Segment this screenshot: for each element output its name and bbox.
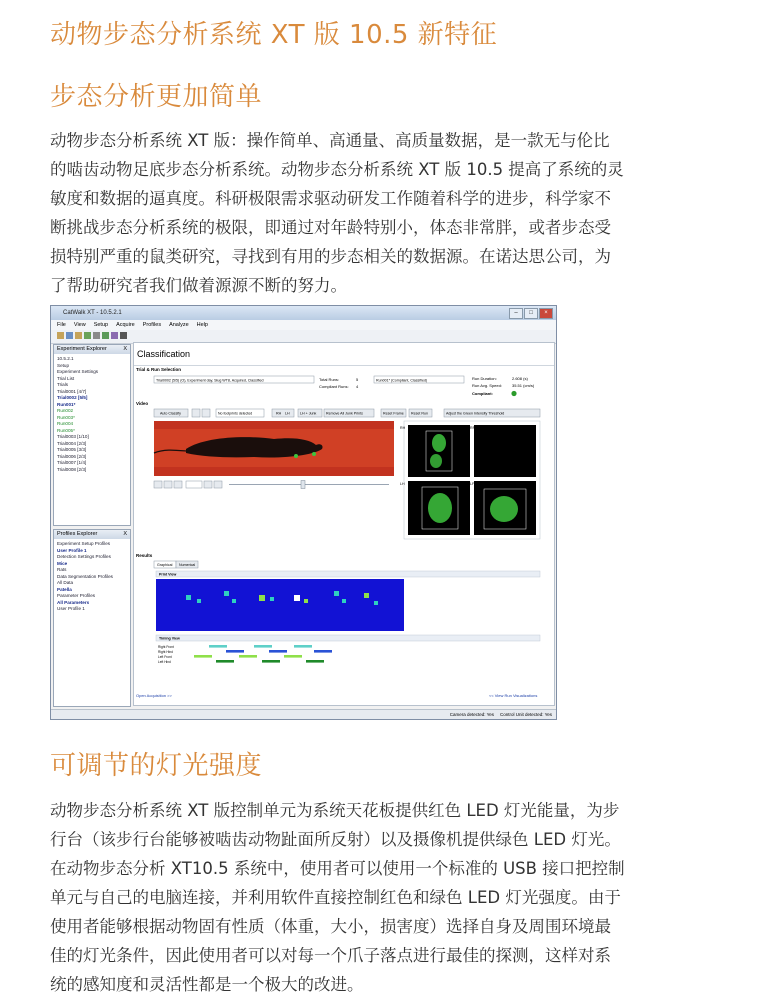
chart-icon[interactable] <box>111 332 118 339</box>
footprint-select-value: No footprints detected <box>218 411 253 416</box>
paragraph-line: 统的感知度和灵活性都是一个极大的改进。 <box>50 975 364 994</box>
menu-setup[interactable]: Setup <box>93 322 109 328</box>
trial-select-value: Trial0002 (5/5) (O), Experiment day, Slug WT8, Acquired, Classified <box>156 378 264 383</box>
tree-item[interactable]: Trial0001 [4/7] <box>57 388 87 394</box>
tree-item[interactable]: Trial List <box>57 375 75 381</box>
panel-close-icon[interactable]: X <box>123 346 127 352</box>
reset-run-label: Reset Run <box>411 411 428 416</box>
run-speed-label: Run Avg. Speed: <box>472 383 502 388</box>
tree-item[interactable]: Run003* <box>57 414 75 420</box>
tree-item[interactable]: Data Segmentation Profiles <box>57 573 113 579</box>
section-heading-light-intensity: 可调节的灯光强度 <box>50 751 263 781</box>
tree-item[interactable]: Detection Settings Profiles <box>57 554 111 559</box>
maximize-button[interactable]: □ <box>524 308 538 319</box>
tree-item[interactable]: Rats <box>57 567 67 572</box>
tab-graphical-label: Graphical <box>157 563 173 567</box>
lh-junk-label: LH + Junk <box>300 411 317 416</box>
open-acquisition-link[interactable]: Open Acquisition >> <box>136 693 172 698</box>
timing-row-label: Left Front <box>158 655 172 659</box>
print-view-header <box>156 571 540 577</box>
results-label: Results <box>136 553 153 558</box>
paragraph-line: 损特别严重的鼠类研究，寻找到有用的步态相关的数据源。在诺达思公司，为 <box>50 247 611 266</box>
tree-item[interactable]: Trial0006 [2/3] <box>57 453 87 459</box>
paw-print <box>312 452 316 456</box>
paragraph-line: 的啮齿动物足底步态分析系统。动物步态分析系统 XT 版 10.5 提高了系统的灵 <box>50 160 624 179</box>
zoom-out-icon[interactable] <box>202 409 210 417</box>
menu-acquire[interactable]: Acquire <box>116 322 135 328</box>
paragraph-line: 动物步态分析系统 XT 版控制单元为系统天花板提供红色 LED 灯光能量，为步 <box>50 801 620 820</box>
paragraph-line: 单元与自己的电脑连接，并利用软件直接控制红色和绿色 LED 灯光强度。由于 <box>50 888 621 907</box>
paw-blob <box>430 454 442 468</box>
tree-item[interactable]: Run002 <box>57 408 74 413</box>
total-runs-label: Total Runs: <box>319 377 340 382</box>
tree-item[interactable]: Setup <box>57 362 70 368</box>
timing-row-label: Left Hind <box>158 660 171 664</box>
window-title: CatWalk XT - 10.5.2.1 <box>63 310 122 316</box>
close-icon[interactable]: × <box>539 308 553 319</box>
paw-panel-rf <box>474 425 536 477</box>
tree-item[interactable]: Run001* <box>57 401 76 407</box>
profiles-explorer-header <box>54 530 130 539</box>
pause-button[interactable] <box>164 481 172 488</box>
status-bar <box>51 709 556 719</box>
tree-item[interactable]: Trials <box>57 382 69 387</box>
paragraph-line: 佳的灯光条件，因此使用者可以对每一个爪子落点进行最佳的探测，这样对系 <box>50 946 611 965</box>
minimize-button[interactable]: – <box>509 308 523 319</box>
timing-view-label: Timing View <box>159 636 180 641</box>
reset-frame-label: Reset Frame <box>383 411 404 416</box>
remove-all-junk-label: Remove All Junk Prints <box>326 411 363 416</box>
view-run-visualizations-link[interactable]: << View Run Visualizations <box>489 693 538 698</box>
trial-run-label: Trial & Run Selection <box>136 367 182 372</box>
paragraph-line: 在动物步态分析 XT10.5 系统中，使用者可以使用一个标准的 USB 接口把控制 <box>50 859 625 878</box>
experiment-explorer-panel <box>53 344 131 526</box>
tree-item[interactable]: Trial0007 [1/4] <box>57 460 87 465</box>
tree-item[interactable]: All Data <box>57 580 74 585</box>
paragraph-line: 敏度和数据的逼真度。科研极限需求驱动研发工作随着科学的进步，科学家不 <box>50 189 611 208</box>
paw-label-rh: RH <box>400 426 406 430</box>
profiles-tree <box>54 539 130 615</box>
video-label: Video <box>136 401 149 406</box>
paragraph-line: 动物步态分析系统 XT 版：操作简单、高通量、高质量数据，是一款无与伦比 <box>50 131 610 150</box>
paw-label-lh: LH <box>400 482 405 486</box>
classification-pane <box>133 342 555 706</box>
document-title: 动物步态分析系统 XT 版 10.5 新特征 <box>50 20 498 50</box>
panel-close-icon[interactable]: X <box>123 531 127 537</box>
total-runs-value: 5 <box>356 377 359 382</box>
section-heading-gait-analysis: 步态分析更加简单 <box>50 82 263 112</box>
print-view-label: Print View <box>159 572 177 577</box>
adjust-threshold-label: Adjust the Green Intensity Threshold <box>446 411 505 416</box>
classification-content <box>134 363 554 703</box>
tree-item[interactable]: Trial0002 [5/5] <box>57 395 88 400</box>
experiment-explorer-header <box>54 345 130 354</box>
timing-view-header <box>156 635 540 641</box>
speed-select[interactable] <box>186 481 202 488</box>
save-icon[interactable] <box>66 332 73 339</box>
next-frame-button[interactable] <box>214 481 222 488</box>
menu-view[interactable]: View <box>73 322 86 328</box>
tree-item[interactable]: User Profile 1 <box>57 547 87 553</box>
paw-blob <box>432 434 446 452</box>
tree-item[interactable]: All Parameters <box>57 599 90 605</box>
paw-print <box>294 454 298 458</box>
tab-numerical-label: Numerical <box>179 563 196 567</box>
menu-file[interactable]: File <box>57 322 66 328</box>
prev-frame-button[interactable] <box>204 481 212 488</box>
auto-classify-label: Auto Classify <box>160 411 181 416</box>
tree-item[interactable]: Mice <box>57 560 68 566</box>
compliant-label: Compliant: <box>472 391 493 396</box>
paragraph-line: 了帮助研究者我们做着源源不断的努力。 <box>50 276 347 295</box>
experiment-tree <box>54 354 130 475</box>
menu-help[interactable]: Help <box>196 322 208 328</box>
paw-label-lf: LF <box>470 482 475 486</box>
paw-label-rf: RF <box>470 426 475 430</box>
paragraph-line: 使用者能够根据动物固有性质（体重，大小，损害度）选择自身及周围环境最 <box>50 917 611 936</box>
open-folder-icon[interactable] <box>57 332 64 339</box>
tree-item[interactable]: 10.5.2.1 <box>57 356 74 361</box>
tree-item[interactable]: Patella <box>57 586 72 592</box>
window-titlebar <box>51 306 556 320</box>
run-duration-value: 2.608 (s) <box>512 376 528 381</box>
step-button[interactable] <box>174 481 182 488</box>
menu-bar <box>51 320 556 330</box>
software-screenshot <box>50 305 557 720</box>
compliant-status-icon <box>511 391 516 396</box>
timeline-handle[interactable] <box>301 481 305 489</box>
classification-title: Classification <box>134 343 554 366</box>
tree-item[interactable]: Parameter Profiles <box>57 593 96 598</box>
paw-blob <box>428 493 452 523</box>
panel-title: Profiles Explorer <box>57 531 98 537</box>
compliant-runs-label: Compliant Runs: <box>319 384 349 389</box>
new-icon[interactable] <box>75 332 82 339</box>
print-view-canvas <box>156 579 404 631</box>
profiles-explorer-panel <box>53 529 131 707</box>
menu-profiles[interactable]: Profiles <box>142 322 162 328</box>
timing-bars <box>194 645 332 663</box>
paragraph-gait-analysis <box>50 126 700 300</box>
tree-item[interactable]: User Profile 1 <box>57 606 85 611</box>
rh-label: RH <box>276 411 282 416</box>
run-duration-label: Run Duration: <box>472 376 497 381</box>
paragraph-line: 断挑战步态分析系统的极限，即通过对年龄特别小，体态非常胖，或者步态受 <box>50 218 611 237</box>
tree-item[interactable]: Trial0005 [3/3] <box>57 447 87 452</box>
tree-item[interactable]: Experiment Setup Profiles <box>57 541 111 546</box>
timing-row-label: Right Front <box>158 645 174 649</box>
panel-title: Experiment Explorer <box>57 346 107 352</box>
tree-item[interactable]: Experiment Settings <box>57 369 99 374</box>
export-icon[interactable] <box>84 332 91 339</box>
check-icon[interactable] <box>102 332 109 339</box>
paragraph-light-intensity <box>50 796 700 999</box>
timing-row-label: Right Hind <box>158 650 173 654</box>
lh-label: LH <box>285 411 290 416</box>
tree-item[interactable]: Run005* <box>57 427 75 433</box>
tree-item[interactable]: Trial0004 [2/3] <box>57 440 87 446</box>
delete-icon[interactable] <box>120 332 127 339</box>
zoom-in-icon[interactable] <box>192 409 200 417</box>
tree-item[interactable]: Run004 <box>57 421 74 426</box>
settings-icon[interactable] <box>93 332 100 339</box>
paragraph-line: 行台（该步行台能够被啮齿动物趾面所反射）以及摄像机提供绿色 LED 灯光。 <box>50 830 621 849</box>
compliant-runs-value: 4 <box>356 384 359 389</box>
paw-blob <box>490 496 518 522</box>
camera-status: Camera detected: Yes <box>449 712 494 717</box>
play-button[interactable] <box>154 481 162 488</box>
tree-item[interactable]: Trial0008 [2/3] <box>57 466 87 472</box>
run-select-value: Run001* (Compliant, Classified) <box>376 378 428 383</box>
tree-item[interactable]: Trial0003 [1/10] <box>57 434 89 439</box>
control-unit-status: Control Unit detected: Yes <box>499 712 552 717</box>
run-speed-value: 35.51 (cm/s) <box>512 383 535 388</box>
menu-analyze[interactable]: Analyze <box>169 322 189 328</box>
